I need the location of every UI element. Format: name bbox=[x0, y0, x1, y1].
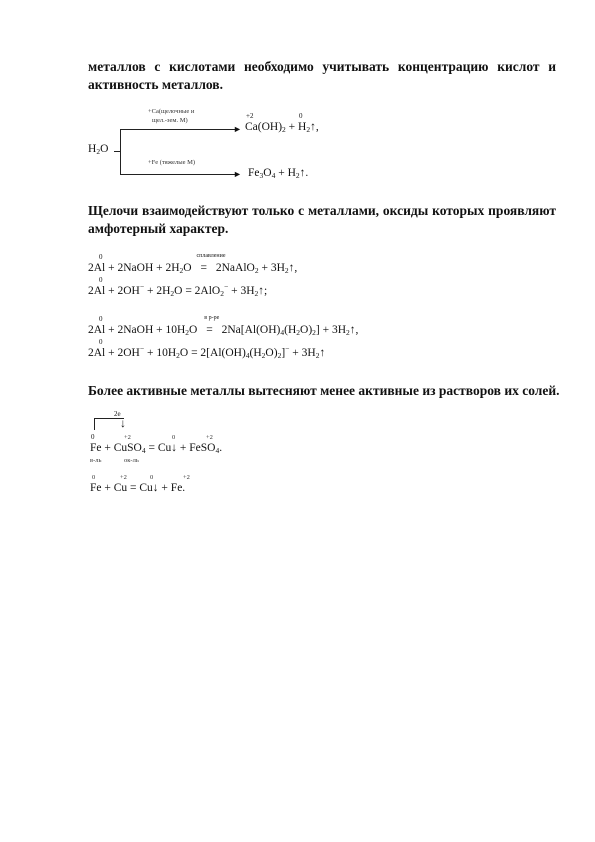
ox-state-ca: +2 bbox=[246, 112, 254, 120]
displacement-equation-1: 0 Fe + CuSO$_4$ = Cu↓ + FeSO$_4$. bbox=[90, 433, 223, 455]
lower-arrow-head: ► bbox=[233, 169, 242, 179]
ox-state-fe-product-2: +2 bbox=[183, 474, 190, 481]
ox-state-fe-2: 0 bbox=[92, 474, 96, 481]
ox-state-cu: +2 bbox=[124, 434, 131, 441]
ox-state-cu-product: 0 bbox=[172, 434, 176, 441]
upper-product: +2 $Ca(OH)_2$ + 0 $H_2↑$, bbox=[245, 112, 319, 134]
diagram-reactant: $H_2O$ bbox=[88, 143, 109, 156]
ox-state-al: 0 bbox=[99, 315, 103, 323]
ox-state-al: 0 bbox=[99, 338, 103, 346]
lower-condition: +Fe (тяжелые M) bbox=[148, 159, 196, 166]
reducer-label: в-ль bbox=[90, 457, 102, 464]
equation-4: 0 $2Al + 2OH^- + 10H_2O = 2[Al(OH)_4(H_2O)_2]^-$ + $3H_2↑$ bbox=[88, 338, 326, 360]
diagram-branch-line bbox=[120, 129, 121, 174]
upper-condition-line-2: щел.-зем. M) bbox=[152, 117, 188, 124]
condition-solution: в р-ре bbox=[204, 315, 220, 321]
upper-condition-line-1: +Ca(щелочные и bbox=[148, 108, 195, 115]
condition-fusion: сплавление bbox=[196, 253, 226, 259]
diagram-upper-arrow bbox=[120, 129, 238, 130]
ox-state-cu-product-2: 0 bbox=[150, 474, 154, 481]
electron-transfer-label: 2e bbox=[114, 410, 121, 418]
diagram-lower-arrow bbox=[120, 174, 238, 175]
ox-state-fe: 0 bbox=[91, 433, 95, 441]
oxidizer-label: ок-ль bbox=[124, 457, 139, 464]
paragraph-3: Более активные металлы вытесняют менее активные из растворов их солей. bbox=[88, 383, 560, 398]
ox-state-fe-product: +2 bbox=[206, 434, 213, 441]
electron-bracket-left bbox=[94, 418, 95, 430]
ox-state-al: 0 bbox=[99, 276, 103, 284]
equation-1: 0 2Al + 2NaOH + $2H_2O$ сплавление = 2NaAlO$_2$ + $3H_2↑$, bbox=[88, 253, 298, 275]
paragraph-2-line-2: амфотерный характер. bbox=[88, 221, 229, 236]
paragraph-2-line-1: Щелочи взаимодействуют только с металлами, оксиды которых проявляют bbox=[88, 203, 556, 218]
ox-state-h: 0 bbox=[299, 112, 303, 120]
electron-down-arrow: ↓ bbox=[120, 416, 126, 430]
equation-3: 0 2Al + 2NaOH + $10H_2O$ в р-ре = $2Na[Al(OH)_4(H_2O)_2]$ + $3H_2↑$, bbox=[88, 315, 359, 337]
ox-state-al: 0 bbox=[99, 253, 103, 261]
equation-2: 0 $2Al + 2OH^- + 2H_2O = 2AlO_2^-$ + $3H_2↑$; bbox=[88, 276, 268, 298]
paragraph-1-line-1: металлов с кислотами необходимо учитывать концентрацию кислот и bbox=[88, 59, 556, 74]
paragraph-1-line-2: активность металлов. bbox=[88, 77, 223, 92]
upper-arrow-head: ► bbox=[233, 124, 242, 134]
lower-product: $Fe_3O_4$ + $H_2↑$. bbox=[248, 167, 309, 180]
displacement-equation-2: Fe + Cu = Cu↓ + Fe. bbox=[90, 482, 186, 494]
ox-state-cu-2: +2 bbox=[120, 474, 127, 481]
